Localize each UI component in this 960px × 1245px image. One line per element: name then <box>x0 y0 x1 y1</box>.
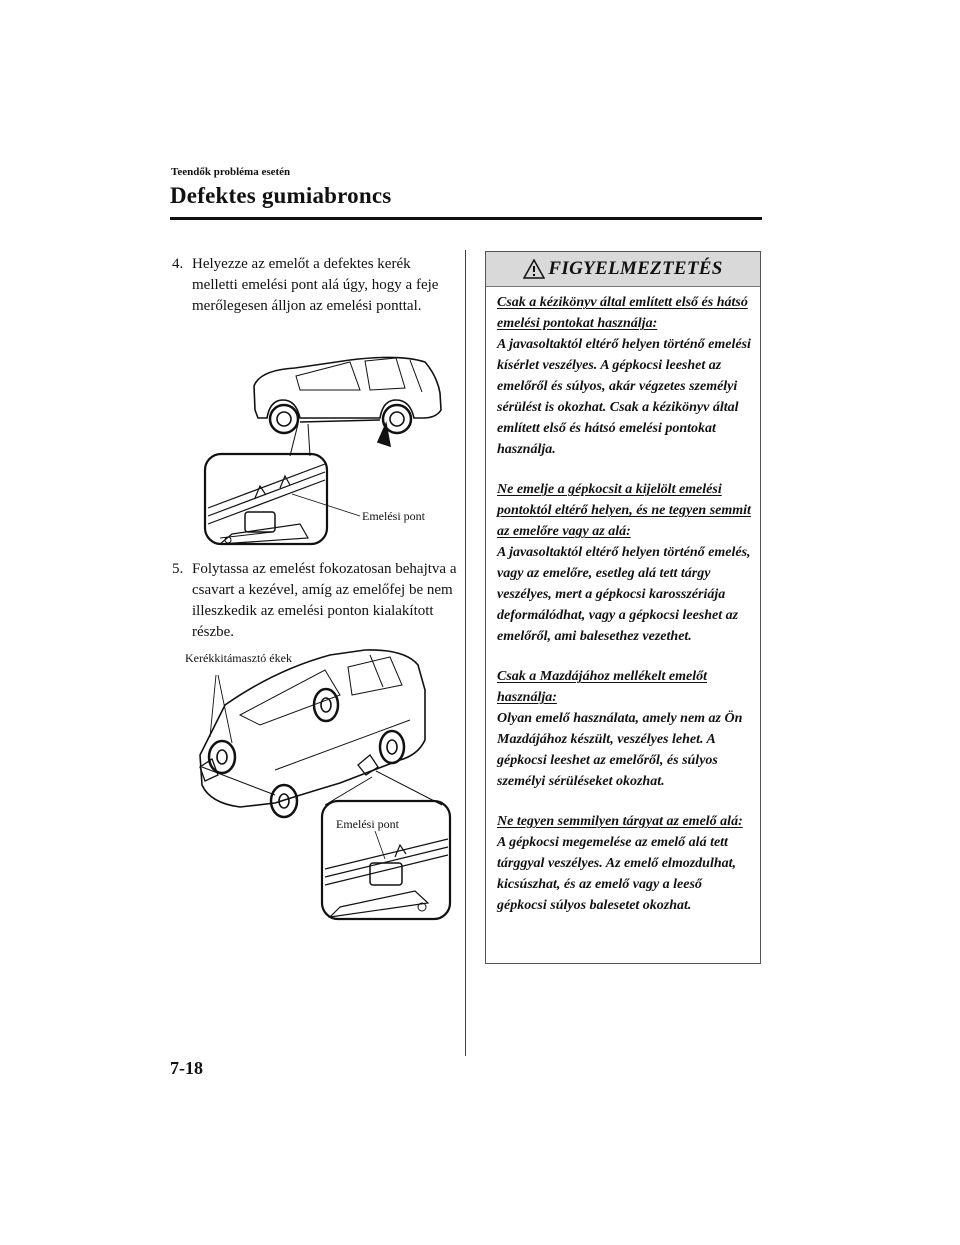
car-perspective-jack-illustration <box>180 645 455 930</box>
lift-point-label: Emelési pont <box>362 509 425 523</box>
warning-section-text: Olyan emelő használata, amely nem az Ön Mazdájához készült, veszélyes lehet. A gépkocsi leeshet az emelőről, és súlyos személyi sérüléseket okozhat. <box>497 711 743 789</box>
figure-lifting-car <box>180 645 455 930</box>
warning-section <box>497 666 755 792</box>
column-divider <box>465 250 466 1056</box>
lift-point-label: Emelési pont <box>336 817 399 831</box>
wheel-chocks-label: Kerékkitámasztó ékek <box>185 651 292 665</box>
warning-section-heading: Csak a kézikönyv által említett első és hátsó emelési pontokat használja: <box>497 295 748 331</box>
warning-body <box>497 292 755 935</box>
page-number: 7-18 <box>170 1058 203 1078</box>
warning-section <box>497 811 755 916</box>
warning-section-heading: Ne tegyen semmilyen tárgyat az emelő alá: <box>497 814 743 829</box>
step-number: 4. <box>172 256 184 272</box>
warning-section-heading: Csak a Mazdájához mellékelt emelőt használja: <box>497 669 707 705</box>
warning-section-text: A gépkocsi megemelése az emelő alá tett tárggyal veszélyes. Az emelő elmozdulhat, kicsúszhat, és az emelő vagy a leeső gépkocsi súlyos balesetet okozhat. <box>497 835 737 913</box>
warning-section-text: A javasoltaktól eltérő helyen történő emelési kísérlet veszélyes. A gépkocsi leeshet az emelőről és súlyos, akár végzetes személyi sérülést is okozhat. Csak a kézikönyv által említett első és hátsó emelési pontokat használja. <box>497 337 751 457</box>
page-title: Defektes gumiabroncs <box>170 183 392 208</box>
step-number: 5. <box>172 561 184 577</box>
warning-section-heading: Ne emelje a gépkocsit a kijelölt emelési pontoktól eltérő helyen, és ne tegyen semmit az emelőre vagy az alá: <box>497 482 751 539</box>
title-divider <box>170 217 762 220</box>
warning-section <box>497 479 755 647</box>
warning-box <box>485 251 761 964</box>
warning-title: FIGYELMEZTETÉS <box>548 258 723 279</box>
step-text: Folytassa az emelést fokozatosan behajtva a csavart a kezével, amíg az emelőfej be nem illeszkedik az emelési ponton kialakított részbe. <box>192 561 457 640</box>
warning-section-text: A javasoltaktól eltérő helyen történő emelés, vagy az emelőre, esetleg alá tett tárgy veszélyes, mert a gépkocsi karosszériája deformálódhat, vagy a gépkocsi leeshet az emelőről, ami balesethez vezethet. <box>497 545 751 644</box>
warning-header <box>486 252 760 287</box>
warning-section <box>497 292 755 460</box>
section-label: Teendők probléma esetén <box>171 166 291 178</box>
step-text: Helyezze az emelőt a defektes kerék melletti emelési pont alá úgy, hogy a feje merőlegesen álljon az emelési ponttal. <box>192 256 439 314</box>
step-5 <box>172 559 457 643</box>
figure-jack-position <box>200 348 455 548</box>
warning-icon <box>523 259 545 279</box>
step-4 <box>172 254 457 317</box>
